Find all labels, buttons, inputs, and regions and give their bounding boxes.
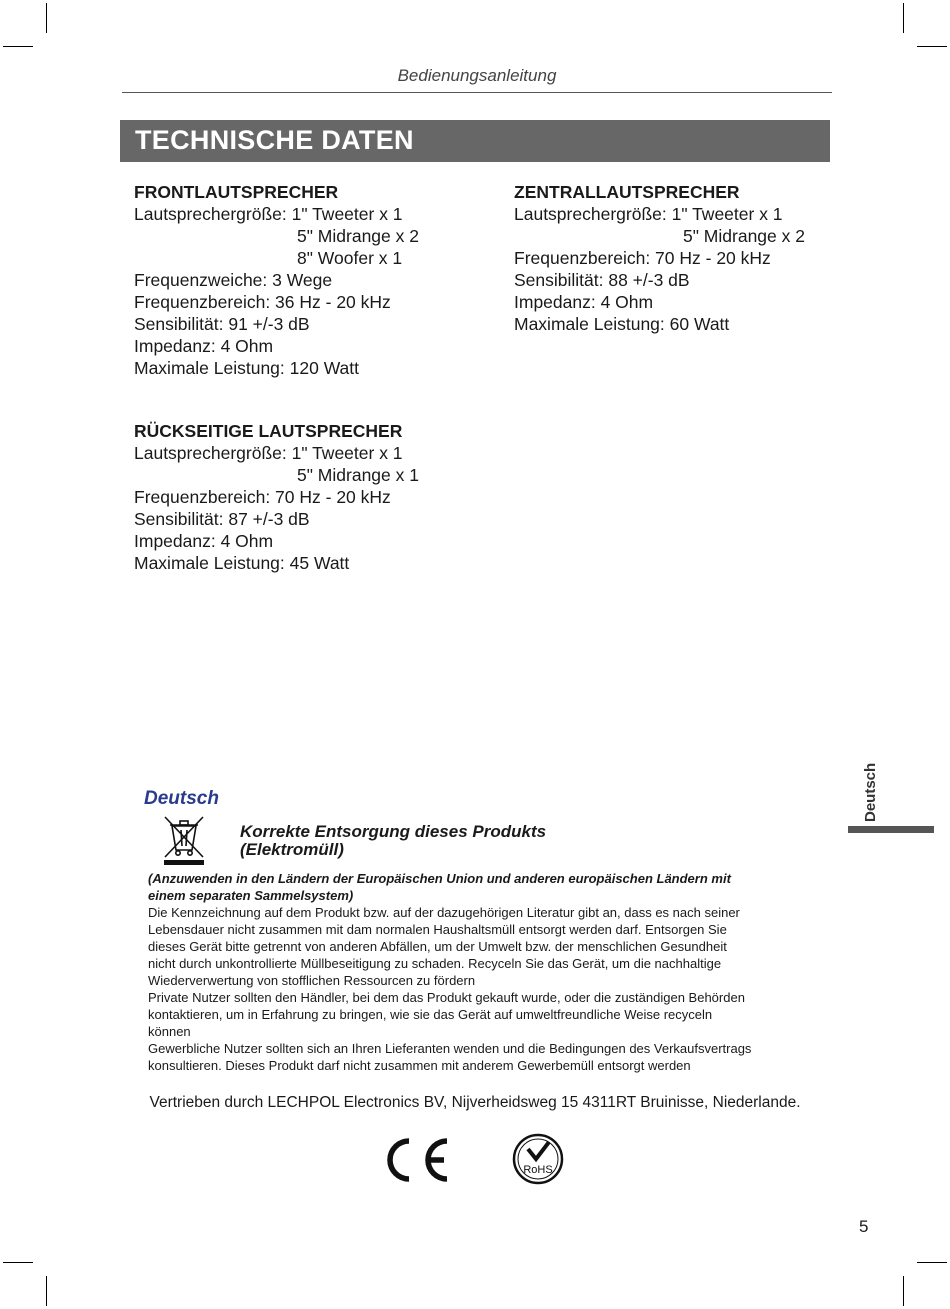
front-sensitivity: Sensibilität: 91 +/-3 dB — [134, 314, 310, 334]
front-speaker-specs — [134, 181, 419, 379]
section-title: TECHNISCHE DATEN — [135, 125, 414, 155]
section-banner — [120, 120, 830, 162]
disposal-text-line: können — [148, 1024, 191, 1039]
language-tab-bar — [848, 826, 934, 833]
front-power: Maximale Leistung: 120 Watt — [134, 358, 360, 378]
rear-heading: RÜCKSEITIGE LAUTSPRECHER — [134, 421, 403, 441]
disposal-intro-line: (Anzuwenden in den Ländern der Europäischen Union und anderen europäischen Ländern mit — [148, 871, 731, 886]
rear-sensitivity: Sensibilität: 87 +/-3 dB — [134, 509, 310, 529]
front-impedance: Impedanz: 4 Ohm — [134, 336, 274, 356]
disposal-intro-line: einem separaten Sammelsystem) — [148, 888, 354, 903]
disposal-title — [240, 823, 546, 859]
disposal-text-line: Lebensdauer nicht zusammen mit dam normalen Haushaltsmüll entsorgt werden darf. Entsorgen Sie — [148, 922, 727, 937]
disposal-text-line: Private Nutzer sollten den Händler, bei dem das Produkt gekauft wurde, oder die zuständigen Behörden — [148, 990, 745, 1005]
center-heading: ZENTRALLAUTSPRECHER — [514, 182, 740, 202]
disposal-language: Deutsch — [144, 788, 219, 809]
rear-size-midrange: 5" Midrange x 1 — [297, 465, 419, 485]
crop-mark — [903, 3, 904, 33]
front-size-woofer: 8" Woofer x 1 — [297, 248, 403, 268]
center-frequency: Frequenzbereich: 70 Hz - 20 kHz — [514, 248, 771, 268]
front-size-midrange: 5" Midrange x 2 — [297, 226, 419, 246]
rohs-mark-icon — [512, 1133, 564, 1185]
disposal-title-line: Korrekte Entsorgung dieses Produkts — [240, 822, 547, 841]
crop-mark — [917, 46, 947, 47]
disposal-text-line: konsultieren. Dieses Produkt darf nicht zusammen mit anderem Gewerbemüll entsorgt werden — [148, 1058, 691, 1073]
disposal-text-line: Die Kennzeichnung auf dem Produkt bzw. auf der dazugehörigen Literatur gibt an, dass es nach seiner — [148, 905, 740, 920]
ce-mark-icon — [380, 1136, 452, 1184]
rear-power: Maximale Leistung: 45 Watt — [134, 553, 350, 573]
crop-mark — [3, 46, 33, 47]
running-header: Bedienungsanleitung — [397, 66, 557, 85]
crop-mark — [46, 3, 47, 33]
center-size: Lautsprechergröße: 1" Tweeter x 1 — [514, 204, 783, 224]
rear-impedance: Impedanz: 4 Ohm — [134, 531, 274, 551]
crop-mark — [903, 1276, 904, 1306]
rear-speaker-specs — [134, 420, 419, 574]
center-sensitivity: Sensibilität: 88 +/-3 dB — [514, 270, 690, 290]
disposal-title-line: (Elektromüll) — [240, 840, 344, 859]
front-size: Lautsprechergröße: 1" Tweeter x 1 — [134, 204, 403, 224]
front-heading: FRONTLAUTSPRECHER — [134, 182, 339, 202]
front-frequency: Frequenzbereich: 36 Hz - 20 kHz — [134, 292, 391, 312]
disposal-text-line: Wiederverwertung von stofflichen Ressourcen zu fördern — [148, 973, 476, 988]
distributor-line: Vertrieben durch LECHPOL Electronics BV, Nijverheidsweg 15 4311RT Bruinisse, Niederlande. — [149, 1094, 801, 1111]
header-rule — [122, 92, 832, 93]
disposal-text-line: kontaktieren, um in Erfahrung zu bringen, wie sie das Gerät auf umweltfreundliche Weise recyceln — [148, 1007, 713, 1022]
center-speaker-specs — [514, 181, 805, 335]
center-size-midrange: 5" Midrange x 2 — [683, 226, 805, 246]
page-number: 5 — [859, 1217, 869, 1236]
disposal-body — [148, 870, 828, 1074]
crop-mark — [46, 1276, 47, 1306]
center-impedance: Impedanz: 4 Ohm — [514, 292, 654, 312]
disposal-text-line: Gewerbliche Nutzer sollten sich an Ihren Lieferanten wenden und die Bedingungen des Verkaufsvertrags — [148, 1041, 752, 1056]
disposal-text-line: dieses Gerät bitte getrennt von anderen Abfällen, um der Umwelt bzw. der menschlichen Gesundheit — [148, 939, 727, 954]
rear-size: Lautsprechergröße: 1" Tweeter x 1 — [134, 443, 403, 463]
disposal-text-line: nicht durch unkontrollierte Müllbeseitigung zu schaden. Recyceln Sie das Gerät, um die nachhaltige — [148, 956, 722, 971]
crop-mark — [917, 1262, 947, 1263]
rear-frequency: Frequenzbereich: 70 Hz - 20 kHz — [134, 487, 391, 507]
rohs-text: RoHS — [523, 1164, 553, 1176]
center-power: Maximale Leistung: 60 Watt — [514, 314, 730, 334]
weee-crossed-bin-icon — [162, 814, 206, 866]
language-tab-label: Deutsch — [862, 762, 879, 822]
front-crossover: Frequenzweiche: 3 Wege — [134, 270, 333, 290]
crop-mark — [3, 1262, 33, 1263]
